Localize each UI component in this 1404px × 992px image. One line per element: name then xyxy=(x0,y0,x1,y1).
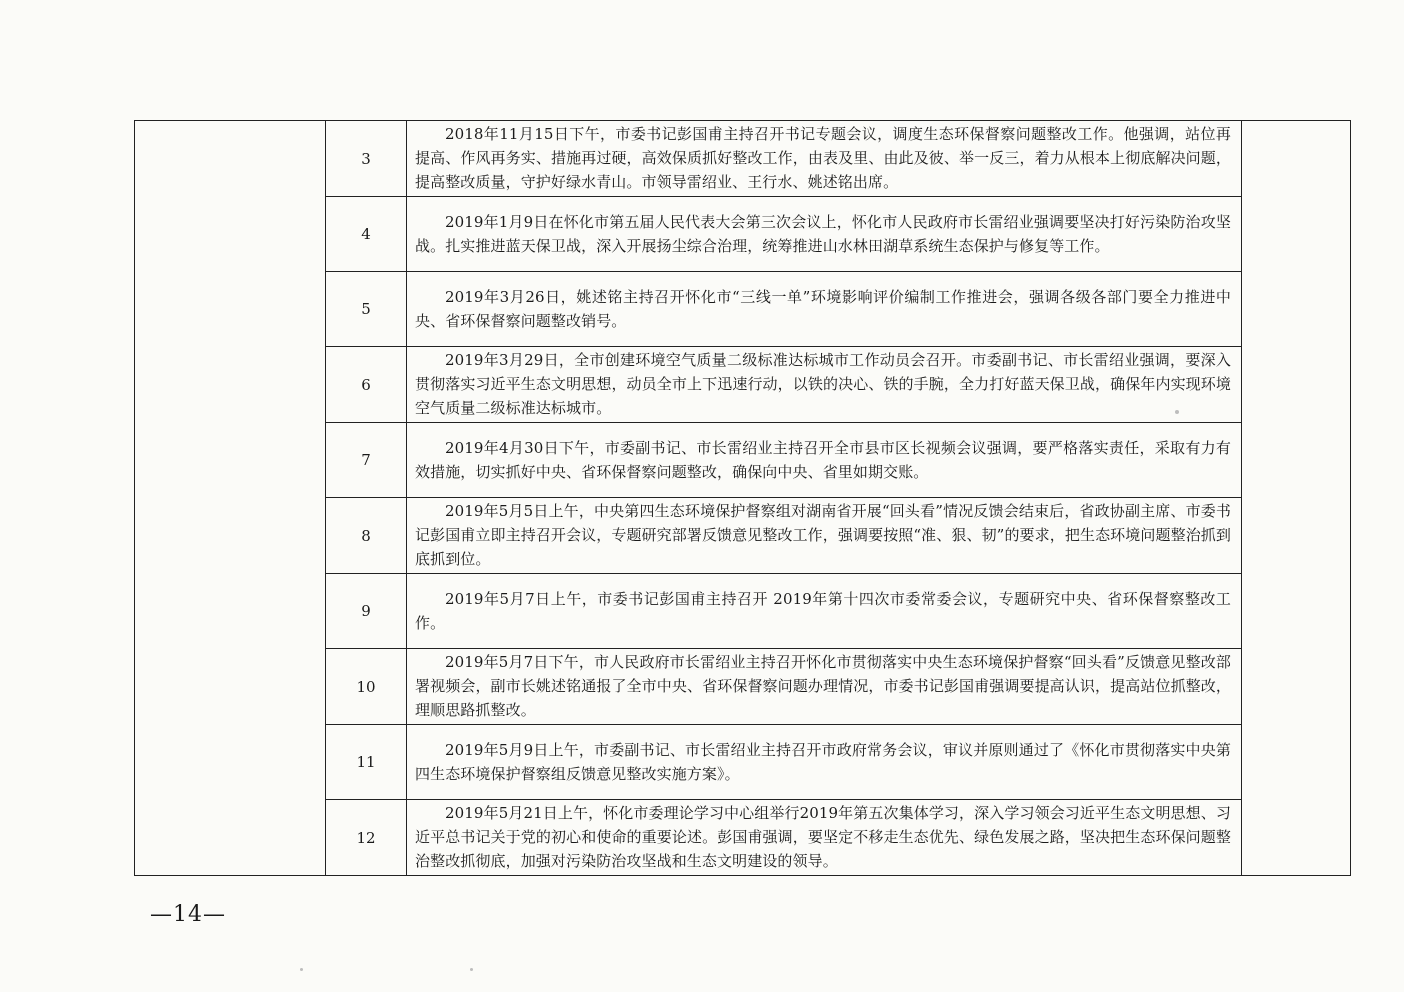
row-content: 2019年5月21日上午，怀化市委理论学习中心组举行2019年第五次集体学习，深入学习领会习近平生态文明思想、习近平总书记关于党的初心和使命的重要论述。彭国甫强调，要坚定不移走生态优先、绿色发展之路，坚决把生态环保问题整治整改抓彻底，加强对污染防治攻坚战和生态文明建设的领导。 xyxy=(407,800,1242,876)
row-content: 2019年5月9日上午，市委副书记、市长雷绍业主持召开市政府常务会议，审议并原则通过了《怀化市贯彻落实中央第四生态环境保护督察组反馈意见整改实施方案》。 xyxy=(407,725,1242,800)
row-content: 2018年11月15日下午，市委书记彭国甫主持召开书记专题会议，调度生态环保督察问题整改工作。他强调，站位再提高、作风再务实、措施再过硬，高效保质抓好整改工作，由表及里、由此及彼、举一反三，着力从根本上彻底解决问题，提高整改质量，守护好绿水青山。市领导雷绍业、王行水、姚述铭出席。 xyxy=(407,121,1242,197)
scan-speck xyxy=(1175,410,1179,414)
row-number: 4 xyxy=(326,197,407,272)
row-content: 2019年1月9日在怀化市第五届人民代表大会第三次会议上，怀化市人民政府市长雷绍业强调要坚决打好污染防治攻坚战。扎实推进蓝天保卫战，深入开展扬尘综合治理，统筹推进山水林田湖草系统生态保护与修复等工作。 xyxy=(407,197,1242,272)
row-number: 8 xyxy=(326,498,407,574)
scan-speck xyxy=(470,968,473,971)
row-number: 7 xyxy=(326,423,407,498)
row-number: 5 xyxy=(326,272,407,347)
page-number: —14— xyxy=(150,902,226,927)
row-content: 2019年5月5日上午，中央第四生态环境保护督察组对湖南省开展“回头看”情况反馈会结束后，省政协副主席、市委书记彭国甫立即主持召开会议，专题研究部署反馈意见整改工作，强调要按照“准、狠、韧”的要求，把生态环境问题整治抓到底抓到位。 xyxy=(407,498,1242,574)
row-content: 2019年5月7日下午，市人民政府市长雷绍业主持召开怀化市贯彻落实中央生态环境保护督察“回头看”反馈意见整改部署视频会，副市长姚述铭通报了全市中央、省环保督察问题办理情况，市委书记彭国甫强调要提高认识，提高站位抓整改，理顺思路抓整改。 xyxy=(407,649,1242,725)
table-row xyxy=(135,121,1351,197)
row-number: 9 xyxy=(326,574,407,649)
rectification-table xyxy=(134,120,1351,876)
row-content: 2019年3月29日，全市创建环境空气质量二级标准达标城市工作动员会召开。市委副书记、市长雷绍业强调，要深入贯彻落实习近平生态文明思想，动员全市上下迅速行动，以铁的决心、铁的手腕，全力打好蓝天保卫战，确保年内实现环境空气质量二级标准达标城市。 xyxy=(407,347,1242,423)
row-number: 11 xyxy=(326,725,407,800)
row-content: 2019年5月7日上午，市委书记彭国甫主持召开 2019年第十四次市委常委会议，专题研究中央、省环保督察整改工作。 xyxy=(407,574,1242,649)
category-cell xyxy=(135,121,326,876)
document-table-container xyxy=(134,120,1328,876)
row-number: 10 xyxy=(326,649,407,725)
scan-speck xyxy=(300,968,303,971)
row-number: 12 xyxy=(326,800,407,876)
row-content: 2019年3月26日，姚述铭主持召开怀化市“三线一单”环境影响评价编制工作推进会，强调各级各部门要全力推进中央、省环保督察问题整改销号。 xyxy=(407,272,1242,347)
row-content: 2019年4月30日下午，市委副书记、市长雷绍业主持召开全市县市区长视频会议强调，要严格落实责任，采取有力有效措施，切实抓好中央、省环保督察问题整改，确保向中央、省里如期交账。 xyxy=(407,423,1242,498)
row-number: 6 xyxy=(326,347,407,423)
row-number: 3 xyxy=(326,121,407,197)
remarks-cell xyxy=(1242,121,1351,876)
